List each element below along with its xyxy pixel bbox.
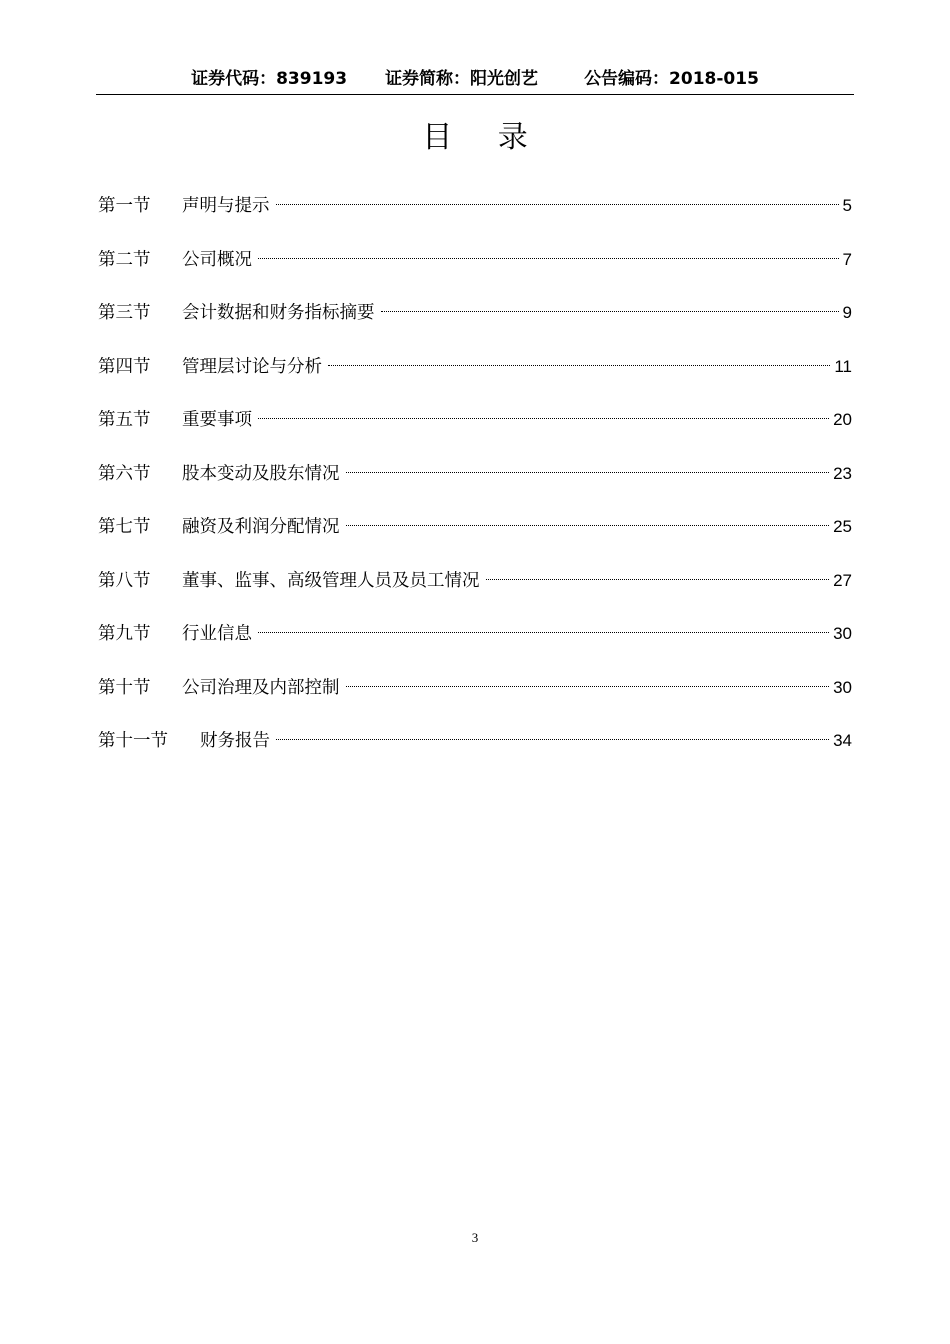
- toc-page-number: 11: [834, 356, 852, 376]
- stock-code: 证券代码：839193: [191, 69, 348, 89]
- toc-dot-leader: [346, 472, 830, 473]
- toc-section-title: 股本变动及股东情况: [182, 463, 340, 484]
- toc-entry-11[interactable]: [98, 725, 852, 779]
- toc-section-number: 第二节: [98, 249, 151, 270]
- toc-dot-leader: [276, 739, 829, 740]
- toc-section-number: 第七节: [98, 517, 151, 537]
- toc-page-number: 20: [833, 410, 852, 429]
- toc-entry-6[interactable]: [98, 458, 852, 512]
- toc-entry-10[interactable]: [98, 672, 852, 726]
- toc-section-title: 会计数据和财务指标摘要: [182, 303, 375, 323]
- toc-section-title: 财务报告: [200, 731, 270, 751]
- toc-section-number: 第五节: [98, 410, 151, 430]
- toc-section-number: 第六节: [98, 463, 151, 484]
- page-header: [96, 66, 854, 92]
- toc-entry-2[interactable]: [98, 244, 852, 298]
- toc-page-number: 7: [842, 249, 852, 269]
- toc-entry-4[interactable]: [98, 351, 852, 405]
- toc-page-number: 5: [842, 196, 852, 215]
- toc-page-number: 30: [833, 677, 852, 697]
- toc-section-title: 行业信息: [182, 624, 252, 644]
- toc-page-number: 34: [833, 731, 852, 750]
- toc-dot-leader: [381, 311, 839, 312]
- toc-dot-leader: [258, 632, 829, 633]
- toc-section-title: 重要事项: [182, 410, 252, 430]
- toc-page-number: 30: [833, 624, 852, 643]
- toc-section-title: 董事、监事、高级管理人员及员工情况: [182, 570, 480, 591]
- toc-dot-leader: [346, 525, 830, 526]
- toc-dot-leader: [258, 258, 839, 259]
- page-number: 3: [471, 1230, 479, 1245]
- header-divider: [96, 94, 854, 95]
- toc-entry-9[interactable]: [98, 618, 852, 672]
- toc-section-number: 第三节: [98, 303, 151, 323]
- toc-entry-7[interactable]: [98, 511, 852, 565]
- toc-section-number: 第八节: [98, 570, 151, 591]
- toc-page-number: 27: [833, 570, 852, 590]
- toc-dot-leader: [328, 365, 830, 366]
- toc-page-number: 25: [833, 517, 852, 536]
- stock-name: 证券简称：阳光创艺: [385, 69, 539, 89]
- toc-section-number: 第九节: [98, 624, 151, 644]
- toc-entry-8[interactable]: [98, 565, 852, 619]
- table-of-contents: [98, 190, 852, 779]
- toc-page-number: 23: [833, 463, 852, 483]
- toc-dot-leader: [346, 686, 830, 687]
- toc-section-title: 公司概况: [182, 249, 252, 270]
- toc-section-title: 声明与提示: [182, 196, 270, 216]
- toc-entry-3[interactable]: [98, 297, 852, 351]
- toc-section-number: 第十一节: [98, 731, 168, 751]
- toc-dot-leader: [486, 579, 830, 580]
- toc-entry-1[interactable]: [98, 190, 852, 244]
- toc-section-title: 融资及利润分配情况: [182, 517, 340, 537]
- toc-section-number: 第一节: [98, 196, 151, 216]
- notice-number: 公告编码：2018-015: [584, 69, 759, 89]
- toc-page-number: 9: [842, 303, 852, 322]
- toc-dot-leader: [258, 418, 829, 419]
- toc-section-title: 管理层讨论与分析: [182, 356, 322, 377]
- toc-dot-leader: [276, 204, 839, 205]
- toc-entry-5[interactable]: [98, 404, 852, 458]
- toc-section-number: 第四节: [98, 356, 151, 377]
- toc-section-title: 公司治理及内部控制: [182, 677, 340, 698]
- toc-title: 目 录: [422, 120, 546, 155]
- toc-section-number: 第十节: [98, 677, 151, 698]
